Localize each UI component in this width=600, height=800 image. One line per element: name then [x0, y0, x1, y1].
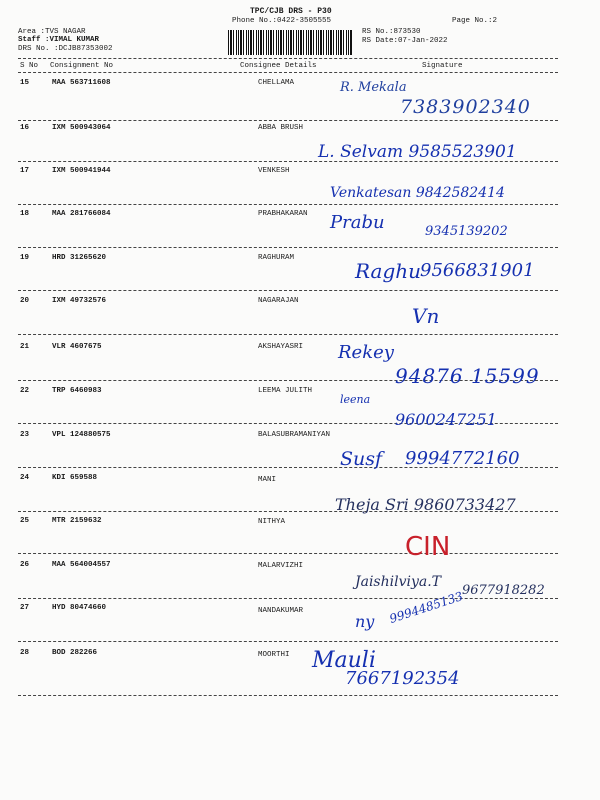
- row-consignee: VENKESH: [258, 167, 290, 175]
- row-consignee: BALASUBRAMANIYAN: [258, 431, 331, 439]
- row-divider: [18, 290, 558, 291]
- row-divider: [18, 204, 558, 205]
- rs-date: RS Date:07-Jan-2022: [362, 37, 448, 45]
- handwritten-phone: 94876 15599: [395, 364, 540, 388]
- row-consignment: IXM 500941944: [52, 167, 111, 175]
- row-consignee: NAGARAJAN: [258, 297, 299, 305]
- handwritten-phone: 7667192354: [345, 668, 460, 689]
- row-divider: [18, 247, 558, 248]
- row-sno: 26: [20, 561, 30, 569]
- row-sno: 22: [20, 387, 30, 395]
- handwritten-phone: 9677918282: [462, 583, 545, 598]
- handwritten-phone: 7383902340: [400, 96, 531, 118]
- row-sno: 23: [20, 431, 30, 439]
- row-consignment: MAA 564004557: [52, 561, 111, 569]
- row-sno: 28: [20, 649, 30, 657]
- handwritten-signature: R. Mekala: [340, 80, 407, 95]
- handwritten-signature: Jaishilviya.T: [355, 574, 442, 590]
- row-consignment: MAA 563711608: [52, 79, 111, 87]
- sheet-title: TPC/CJB DRS - P30: [250, 7, 332, 16]
- handwritten-phone: 9994485133: [387, 589, 465, 626]
- handwritten-signature: ny: [355, 612, 375, 631]
- handwritten-signature: leena: [340, 393, 371, 406]
- row-divider: [18, 334, 558, 335]
- row-consignee: MOORTHI: [258, 651, 290, 659]
- row-sno: 20: [20, 297, 30, 305]
- row-sno: 15: [20, 79, 30, 87]
- row-consignee: MANI: [258, 476, 277, 484]
- row-consignment: VPL 124880575: [52, 431, 111, 439]
- row-sno: 16: [20, 124, 30, 132]
- row-consignment: IXM 49732576: [52, 297, 107, 305]
- handwritten-signature: CIN: [405, 532, 451, 562]
- handwritten-signature: Raghu: [355, 259, 422, 283]
- col-header-consignment: Consignment No: [50, 62, 114, 70]
- handwritten-phone: 9345139202: [425, 224, 508, 239]
- row-sno: 21: [20, 343, 30, 351]
- area-label: Area :TVS NAGAR: [18, 28, 86, 36]
- handwritten-phone: 9566831901: [420, 260, 535, 281]
- col-header-signature: Signature: [422, 62, 463, 70]
- handwritten-signature: Rekey: [338, 342, 394, 363]
- row-consignee: CHELLAMA: [258, 79, 295, 87]
- handwritten-phone: 9600247251: [395, 410, 497, 429]
- col-header-consignee: Consignee Details: [240, 62, 317, 70]
- row-consignee: MALARVIZHI: [258, 562, 304, 570]
- row-consignment: TRP 6460983: [52, 387, 102, 395]
- row-consignment: HRD 31265620: [52, 254, 107, 262]
- row-consignee: NITHYA: [258, 518, 286, 526]
- handwritten-signature: Theja Sri 9860733427: [335, 495, 516, 514]
- drs-number: DRS No. :DCJB87353002: [18, 45, 113, 53]
- col-header-sno: S No: [20, 62, 39, 70]
- row-sno: 19: [20, 254, 30, 262]
- row-consignment: IXM 500943064: [52, 124, 111, 132]
- row-divider: [18, 598, 558, 599]
- row-divider: [18, 695, 558, 696]
- barcode: [228, 30, 352, 55]
- handwritten-signature: L. Selvam 9585523901: [318, 142, 517, 162]
- row-consignee: RAGHURAM: [258, 254, 295, 262]
- row-sno: 18: [20, 210, 30, 218]
- handwritten-signature: Vn: [412, 304, 440, 328]
- phone-number: Phone No.:0422-3505555: [232, 17, 332, 25]
- row-divider: [18, 553, 558, 554]
- row-divider: [18, 641, 558, 642]
- row-consignment: HYD 80474660: [52, 604, 107, 612]
- row-consignee: NANDAKUMAR: [258, 607, 304, 615]
- row-consignment: MTR 2159632: [52, 517, 102, 525]
- row-consignment: BOD 282266: [52, 649, 98, 657]
- row-consignee: ABBA BRUSH: [258, 124, 304, 132]
- header-divider: [18, 58, 558, 59]
- row-consignment: KDI 659588: [52, 474, 98, 482]
- row-divider: [18, 120, 558, 121]
- handwritten-signature: Mauli: [312, 648, 376, 673]
- row-consignee: PRABHAKARAN: [258, 210, 308, 218]
- row-sno: 17: [20, 167, 30, 175]
- page-number: Page No.:2: [452, 17, 498, 25]
- handwritten-phone: 9994772160: [405, 448, 520, 469]
- row-consignment: MAA 281766084: [52, 210, 111, 218]
- handwritten-signature: Susf: [340, 448, 383, 470]
- handwritten-signature: Prabu: [330, 212, 385, 233]
- row-consignee: LEEMA JULITH: [258, 387, 313, 395]
- handwritten-signature: Venkatesan 9842582414: [330, 185, 505, 201]
- row-sno: 25: [20, 517, 30, 525]
- staff-label: Staff :VIMAL KUMAR: [18, 36, 100, 44]
- column-header-divider: [18, 72, 558, 73]
- row-sno: 27: [20, 604, 30, 612]
- rs-number: RS No.:873530: [362, 28, 421, 36]
- row-consignment: VLR 4607675: [52, 343, 102, 351]
- row-consignee: AKSHAYASRI: [258, 343, 304, 351]
- row-sno: 24: [20, 474, 30, 482]
